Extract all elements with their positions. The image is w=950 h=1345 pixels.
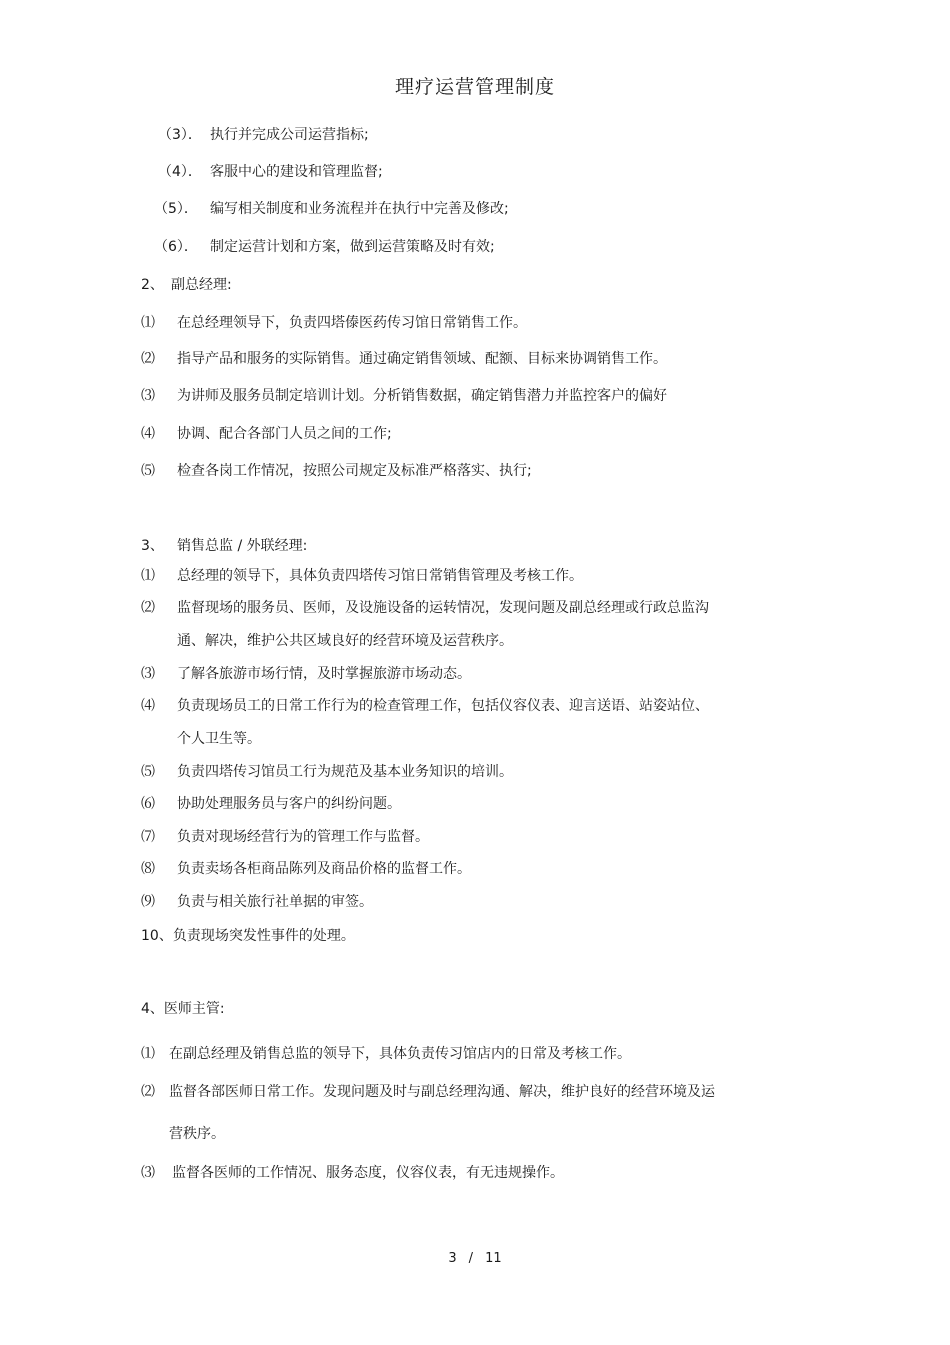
current-page: 3 xyxy=(448,1251,457,1266)
page-separator: / xyxy=(468,1251,474,1266)
list-item: ⑴ 总经理的领导下，具体负责四塔传习馆日常销售管理及考核工作。 xyxy=(141,568,583,584)
list-item-continuation: 通、解决，维护公共区域良好的经营环境及运营秩序。 xyxy=(177,633,513,649)
list-item: ⑷ 负责现场员工的日常工作行为的检查管理工作，包括仪容仪表、迎言送语、站姿站位、 xyxy=(141,698,709,714)
total-pages: 11 xyxy=(485,1251,502,1266)
list-item: ⑻ 负责卖场各柜商品陈列及商品价格的监督工作。 xyxy=(141,861,471,877)
list-item: ⑵ 监督各部医师日常工作。发现问题及时与副总经理沟通、解决，维护良好的经营环境及运 xyxy=(141,1084,715,1100)
list-item: ⑷ 协调、配合各部门人员之间的工作; xyxy=(141,426,392,442)
list-item: ⑴ 在总经理领导下，负责四塔傣医药传习馆日常销售工作。 xyxy=(141,315,527,331)
list-item: ⑺ 负责对现场经营行为的管理工作与监督。 xyxy=(141,829,429,845)
list-item-continuation: 个人卫生等。 xyxy=(177,731,261,747)
list-item: ⑶ 了解各旅游市场行情，及时掌握旅游市场动态。 xyxy=(141,666,471,682)
list-item-continuation: 营秩序。 xyxy=(169,1126,225,1142)
list-item: （6）． 制定运营计划和方案，做到运营策略及时有效; xyxy=(154,239,495,255)
page-title: 理疗运营管理制度 xyxy=(394,76,555,98)
list-item: ⑸ 检查各岗工作情况，按照公司规定及标准严格落实、执行; xyxy=(141,463,532,479)
section-heading: 3、 销售总监 / 外联经理: xyxy=(141,538,308,554)
list-item: ⑼ 负责与相关旅行社单据的审签。 xyxy=(141,894,373,910)
page-number xyxy=(0,1251,950,1266)
list-item: ⑶ 监督各医师的工作情况、服务态度，仪容仪表，有无违规操作。 xyxy=(141,1165,564,1181)
section-heading: 2、 副总经理: xyxy=(141,277,232,293)
list-item: （3）． 执行并完成公司运营指标; xyxy=(158,127,369,143)
list-item: ⑵ 监督现场的服务员、医师，及设施设备的运转情况，发现问题及副总经理或行政总监沟 xyxy=(141,600,709,616)
section-heading: 4、医师主管: xyxy=(141,1001,225,1017)
list-item: ⑵ 指导产品和服务的实际销售。通过确定销售领域、配额、目标来协调销售工作。 xyxy=(141,351,667,367)
list-item: ⑶ 为讲师及服务员制定培训计划。分析销售数据，确定销售潜力并监控客户的偏好 xyxy=(141,388,667,404)
list-item: （5）． 编写相关制度和业务流程并在执行中完善及修改; xyxy=(154,201,509,217)
list-item: （4）． 客服中心的建设和管理监督; xyxy=(158,164,383,180)
list-item: ⑴ 在副总经理及销售总监的领导下，具体负责传习馆店内的日常及考核工作。 xyxy=(141,1046,631,1062)
list-item: ⑹ 协助处理服务员与客户的纠纷问题。 xyxy=(141,796,401,812)
list-item: ⑸ 负责四塔传习馆员工行为规范及基本业务知识的培训。 xyxy=(141,764,513,780)
list-item: 10、负责现场突发性事件的处理。 xyxy=(141,928,355,944)
